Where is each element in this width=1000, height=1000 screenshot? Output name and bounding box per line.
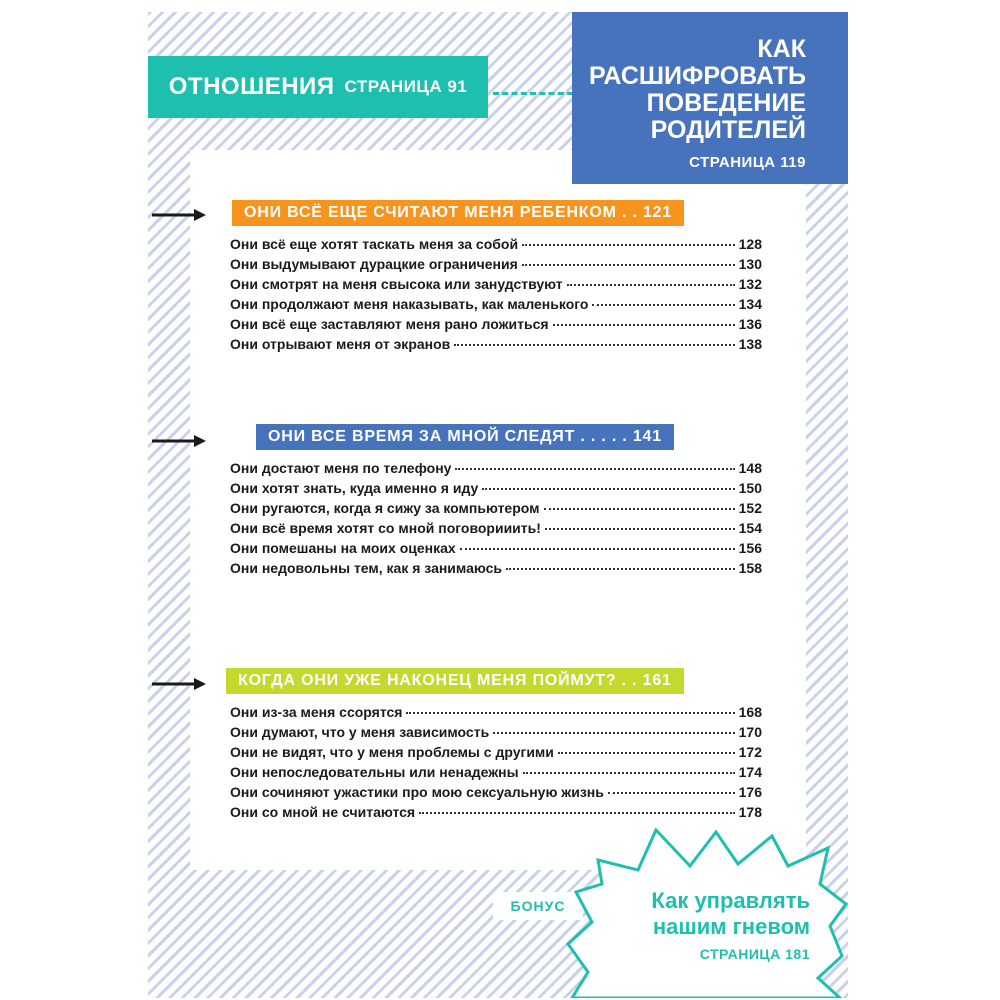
toc-entry-page: 174 bbox=[738, 764, 762, 780]
dot-leader bbox=[493, 732, 734, 734]
toc-entry[interactable] bbox=[230, 520, 762, 540]
chapter-title-line: РОДИТЕЛЕЙ bbox=[650, 116, 806, 144]
toc-entry[interactable] bbox=[230, 744, 762, 764]
toc-entry-page: 158 bbox=[738, 560, 762, 576]
dot-leader bbox=[567, 284, 735, 286]
bonus-title-line: Как управлять bbox=[651, 888, 810, 913]
toc-entry-title: Они выдумывают дурацкие ограничения bbox=[230, 256, 518, 272]
relations-title: ОТНОШЕНИЯ bbox=[168, 73, 335, 100]
dot-leader bbox=[522, 264, 735, 266]
toc-entry[interactable] bbox=[230, 316, 762, 336]
chapter-title-box[interactable] bbox=[572, 12, 848, 184]
toc-list-section-3 bbox=[230, 704, 762, 824]
toc-entry[interactable] bbox=[230, 784, 762, 804]
arrow-right-icon bbox=[152, 677, 206, 691]
chapter-title-line: КАК bbox=[757, 35, 806, 63]
relations-banner[interactable] bbox=[148, 56, 488, 118]
section-header[interactable]: КОГДА ОНИ УЖЕ НАКОНЕЦ МЕНЯ ПОЙМУТ? . . 161 bbox=[226, 668, 684, 694]
toc-entry-title: Они со мной не считаются bbox=[230, 804, 416, 820]
toc-entry[interactable] bbox=[230, 804, 762, 824]
dot-leader bbox=[553, 324, 735, 326]
toc-entry[interactable] bbox=[230, 724, 762, 744]
toc-entry-page: 136 bbox=[738, 316, 762, 332]
dot-leader bbox=[592, 304, 734, 306]
section-header[interactable]: ОНИ ВСЕ ВРЕМЯ ЗА МНОЙ СЛЕДЯТ . . . . . 141 bbox=[256, 424, 674, 450]
toc-entry-title: Они всё еще заставляют меня рано ложиться bbox=[230, 316, 549, 332]
toc-entry-title: Они помешаны на моих оценках bbox=[230, 540, 456, 556]
toc-entry-title: Они ругаются, когда я сижу за компьютером bbox=[230, 500, 540, 516]
toc-entry[interactable] bbox=[230, 500, 762, 520]
dot-leader bbox=[460, 548, 735, 550]
bonus-label: БОНУС bbox=[493, 892, 583, 920]
toc-entry-page: 154 bbox=[738, 520, 762, 536]
toc-entry-title: Они непоследовательны или ненадежны bbox=[230, 764, 519, 780]
toc-list-section-1 bbox=[230, 236, 762, 356]
toc-entry-page: 172 bbox=[738, 744, 762, 760]
dot-leader bbox=[482, 488, 734, 490]
dot-leader bbox=[455, 468, 734, 470]
dot-leader bbox=[558, 752, 735, 754]
toc-entry-page: 152 bbox=[738, 500, 762, 516]
section-header[interactable]: ОНИ ВСЁ ЕЩЕ СЧИТАЮТ МЕНЯ РЕБЕНКОМ . . 121 bbox=[232, 200, 684, 226]
toc-entry[interactable] bbox=[230, 560, 762, 580]
toc-entry[interactable] bbox=[230, 236, 762, 256]
dot-leader bbox=[523, 772, 735, 774]
toc-entry-page: 130 bbox=[738, 256, 762, 272]
toc-entry-page: 168 bbox=[738, 704, 762, 720]
toc-entry[interactable] bbox=[230, 336, 762, 356]
toc-entry-title: Они продолжают меня наказывать, как маленького bbox=[230, 296, 589, 312]
toc-entry-page: 178 bbox=[738, 804, 762, 820]
bonus-title-line: нашим гневом bbox=[652, 914, 810, 939]
arrow-right-icon bbox=[152, 208, 206, 222]
dot-leader bbox=[454, 344, 734, 346]
toc-entry-title: Они недовольны тем, как я занимаюсь bbox=[230, 560, 503, 576]
relations-page: СТРАНИЦА 91 bbox=[344, 77, 468, 96]
toc-entry-page: 148 bbox=[738, 460, 762, 476]
toc-entry-page: 150 bbox=[738, 480, 762, 496]
toc-entry-title: Они отрывают меня от экранов bbox=[230, 336, 451, 352]
toc-entry[interactable] bbox=[230, 540, 762, 560]
bonus-page: СТРАНИЦА 181 bbox=[699, 946, 810, 962]
chapter-title-line: ПОВЕДЕНИЕ bbox=[646, 89, 806, 117]
dot-leader bbox=[506, 568, 735, 570]
toc-entry-title: Они хотят знать, куда именно я иду bbox=[230, 480, 479, 496]
toc-entry-title: Они не видят, что у меня проблемы с другими bbox=[230, 744, 554, 760]
dot-leader bbox=[544, 508, 735, 510]
toc-entry-title: Они сочиняют ужастики про мою сексуальную жизнь bbox=[230, 784, 604, 800]
dot-leader bbox=[419, 812, 735, 814]
toc-entry-title: Они всё еще хотят таскать меня за собой bbox=[230, 236, 519, 252]
dot-leader bbox=[545, 528, 735, 530]
bonus-box[interactable] bbox=[600, 888, 810, 962]
dot-leader bbox=[522, 244, 735, 246]
toc-entry-title: Они достают меня по телефону bbox=[230, 460, 452, 476]
toc-entry[interactable] bbox=[230, 460, 762, 480]
dot-leader bbox=[608, 792, 735, 794]
toc-entry-page: 138 bbox=[738, 336, 762, 352]
toc-entry[interactable] bbox=[230, 764, 762, 784]
toc-entry-page: 176 bbox=[738, 784, 762, 800]
toc-entry-page: 134 bbox=[738, 296, 762, 312]
toc-entry-title: Они думают, что у меня зависимость bbox=[230, 724, 490, 740]
toc-entry[interactable] bbox=[230, 276, 762, 296]
toc-entry-title: Они всё время хотят со мной поговорииить! bbox=[230, 520, 541, 536]
toc-entry-page: 170 bbox=[738, 724, 762, 740]
chapter-page: СТРАНИЦА 119 bbox=[689, 154, 806, 171]
chapter-title-line: РАСШИФРОВАТЬ bbox=[588, 62, 806, 90]
toc-list-section-2 bbox=[230, 460, 762, 580]
toc-entry[interactable] bbox=[230, 480, 762, 500]
toc-entry-page: 156 bbox=[738, 540, 762, 556]
toc-entry-title: Они из-за меня ссорятся bbox=[230, 704, 403, 720]
dot-leader bbox=[406, 712, 734, 714]
toc-entry-page: 132 bbox=[738, 276, 762, 292]
toc-entry[interactable] bbox=[230, 296, 762, 316]
arrow-right-icon bbox=[152, 434, 206, 448]
toc-entry[interactable] bbox=[230, 704, 762, 724]
toc-entry[interactable] bbox=[230, 256, 762, 276]
toc-entry-title: Они смотрят на меня свысока или занудствуют bbox=[230, 276, 563, 292]
dashed-connector bbox=[493, 92, 573, 95]
toc-entry-page: 128 bbox=[738, 236, 762, 252]
